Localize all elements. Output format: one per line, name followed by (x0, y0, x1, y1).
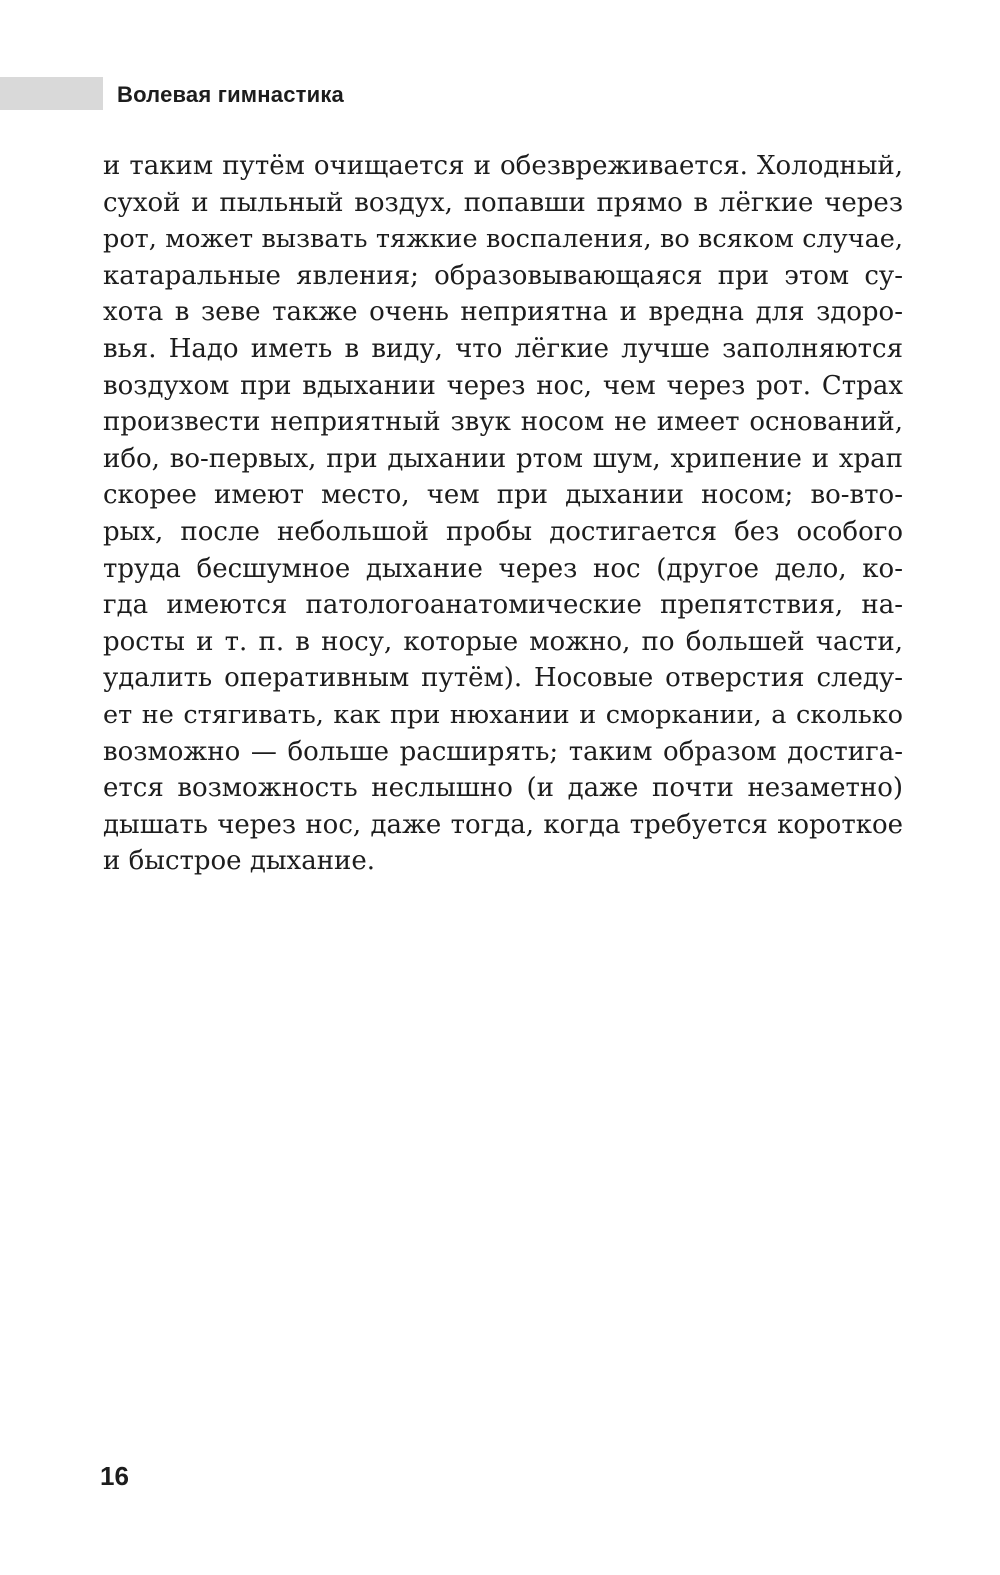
text-line: и таким путём очищается и обезвреживается. Холодный, (103, 151, 903, 181)
text-line: сухой и пыльный воздух, попавши прямо в лёгкие через (103, 187, 903, 218)
text-line: хота в зеве также очень неприятна и вредна для здоро- (103, 297, 903, 328)
text-line: катаральные явления; образовывающаяся при этом су- (103, 260, 903, 291)
text-line: рых, после небольшой пробы достигается без особого (103, 516, 903, 547)
text-line: возможно — больше расширять; таким образом достига- (103, 736, 903, 767)
text-line: труда бесшумное дыхание через нос (другое дело, ко- (103, 553, 903, 584)
running-title: Волевая гимнастика (117, 82, 344, 107)
text-line: ется возможность неслышно (и даже почти незаметно) (103, 773, 903, 804)
header-accent-bar (0, 77, 103, 110)
text-line: скорее имеют место, чем при дыхании носом; во-вто- (103, 480, 903, 511)
text-line: вья. Надо иметь в виду, что лёгкие лучше заполняются (103, 333, 903, 364)
text-line: ибо, во-первых, при дыхании ртом шум, хрипение и храп (103, 443, 903, 474)
text-line: удалить оперативным путём). Носовые отверстия следу- (103, 663, 903, 694)
text-line: ет не стягивать, как при нюхании и сморкании, а сколько (103, 699, 903, 730)
text-line: воздухом при вдыхании через нос, чем через рот. Страх (103, 370, 903, 401)
text-line: дышать через нос, даже тогда, когда требуется короткое (103, 809, 903, 840)
text-line: росты и т. п. в носу, которые можно, по большей части, (103, 626, 903, 657)
text-line: рот, может вызвать тяжкие воспаления, во всяком случае, (103, 224, 903, 255)
body-text (103, 148, 903, 880)
page-number: 16 (100, 1461, 129, 1491)
text-line: гда имеются патологоанатомические препятствия, на- (103, 590, 903, 621)
text-line: произвести неприятный звук носом не имеет оснований, (103, 407, 903, 438)
text-line: и быстрое дыхание. (103, 846, 376, 877)
